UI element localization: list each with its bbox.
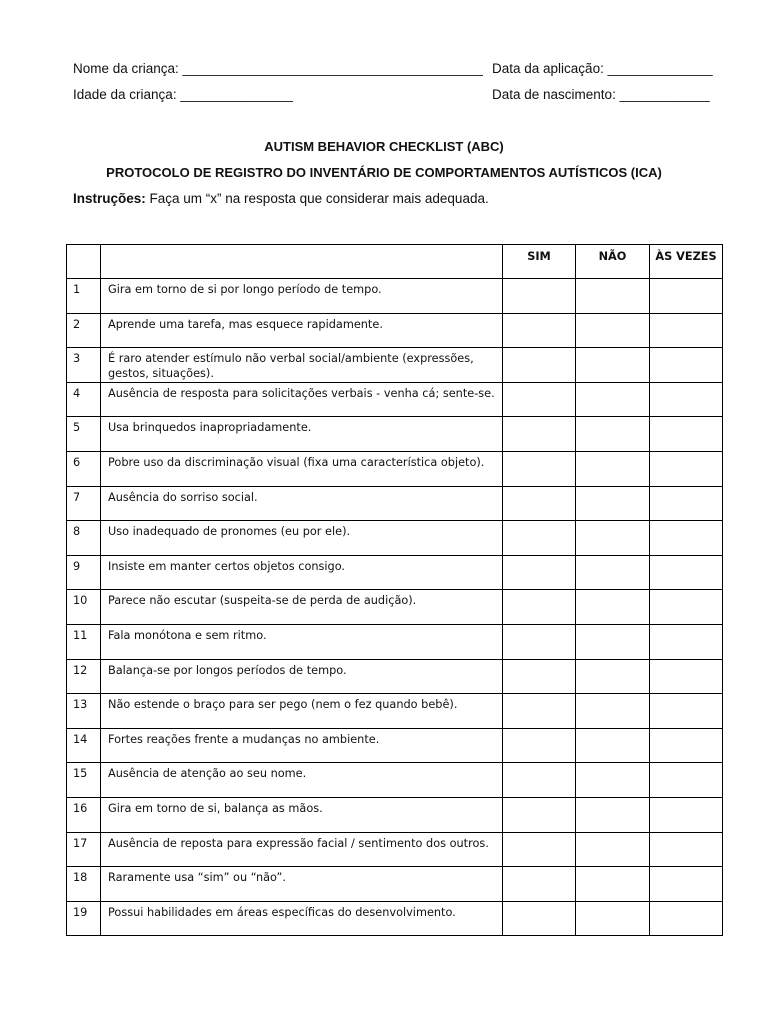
answer-box-sim[interactable] — [503, 590, 576, 625]
answer-box-sim[interactable] — [503, 382, 576, 417]
answer-box-nao[interactable] — [576, 728, 650, 763]
answer-box-sim[interactable] — [503, 832, 576, 867]
header-sim: SIM — [503, 245, 576, 279]
header-nao: NÃO — [576, 245, 650, 279]
answer-box-as-vezes[interactable] — [650, 555, 723, 590]
item-number: 12 — [67, 659, 101, 694]
answer-box-as-vezes[interactable] — [650, 728, 723, 763]
item-number: 8 — [67, 521, 101, 556]
item-number: 9 — [67, 555, 101, 590]
item-text: Usa brinquedos inapropriadamente. — [101, 417, 503, 452]
item-text: Ausência de reposta para expressão facial / sentimento dos outros. — [101, 832, 503, 867]
item-text: Parece não escutar (suspeita-se de perda de audição). — [101, 590, 503, 625]
item-number: 10 — [67, 590, 101, 625]
child-age-field[interactable]: Idade da criança: _______________ — [73, 87, 293, 102]
table-row — [67, 382, 723, 417]
table-row — [67, 901, 723, 936]
item-text: Possui habilidades em áreas específicas do desenvolvimento. — [101, 901, 503, 936]
answer-box-as-vezes[interactable] — [650, 521, 723, 556]
answer-box-sim[interactable] — [503, 694, 576, 729]
table-row — [67, 279, 723, 314]
answer-box-sim[interactable] — [503, 901, 576, 936]
table-row — [67, 555, 723, 590]
answer-box-sim[interactable] — [503, 555, 576, 590]
item-number: 11 — [67, 624, 101, 659]
table-row — [67, 763, 723, 798]
answer-box-nao[interactable] — [576, 417, 650, 452]
answer-box-as-vezes[interactable] — [650, 763, 723, 798]
answer-box-as-vezes[interactable] — [650, 313, 723, 348]
checklist-table — [66, 244, 723, 936]
answer-box-as-vezes[interactable] — [650, 624, 723, 659]
item-number: 16 — [67, 797, 101, 832]
answer-box-as-vezes[interactable] — [650, 382, 723, 417]
answer-box-as-vezes[interactable] — [650, 486, 723, 521]
answer-box-nao[interactable] — [576, 279, 650, 314]
answer-box-nao[interactable] — [576, 486, 650, 521]
item-text: Ausência do sorriso social. — [101, 486, 503, 521]
answer-box-as-vezes[interactable] — [650, 797, 723, 832]
answer-box-sim[interactable] — [503, 728, 576, 763]
item-text: Uso inadequado de pronomes (eu por ele). — [101, 521, 503, 556]
item-text: Aprende uma tarefa, mas esquece rapidamente. — [101, 313, 503, 348]
answer-box-nao[interactable] — [576, 624, 650, 659]
answer-box-as-vezes[interactable] — [650, 279, 723, 314]
table-row — [67, 486, 723, 521]
answer-box-nao[interactable] — [576, 832, 650, 867]
item-number: 17 — [67, 832, 101, 867]
answer-box-nao[interactable] — [576, 867, 650, 902]
answer-box-nao[interactable] — [576, 694, 650, 729]
item-number: 4 — [67, 382, 101, 417]
header-as-vezes: ÀS VEZES — [650, 245, 723, 279]
item-number: 3 — [67, 348, 101, 383]
answer-box-nao[interactable] — [576, 659, 650, 694]
item-number: 5 — [67, 417, 101, 452]
answer-box-sim[interactable] — [503, 486, 576, 521]
answer-box-nao[interactable] — [576, 901, 650, 936]
table-row — [67, 659, 723, 694]
answer-box-as-vezes[interactable] — [650, 417, 723, 452]
answer-box-sim[interactable] — [503, 521, 576, 556]
item-number: 13 — [67, 694, 101, 729]
answer-box-sim[interactable] — [503, 624, 576, 659]
table-row — [67, 313, 723, 348]
answer-box-as-vezes[interactable] — [650, 590, 723, 625]
item-number: 19 — [67, 901, 101, 936]
table-body — [67, 279, 723, 936]
answer-box-as-vezes[interactable] — [650, 451, 723, 486]
item-text: Gira em torno de si por longo período de tempo. — [101, 279, 503, 314]
item-number: 2 — [67, 313, 101, 348]
answer-box-as-vezes[interactable] — [650, 867, 723, 902]
answer-box-sim[interactable] — [503, 417, 576, 452]
answer-box-sim[interactable] — [503, 797, 576, 832]
answer-box-sim[interactable] — [503, 867, 576, 902]
answer-box-nao[interactable] — [576, 313, 650, 348]
answer-box-as-vezes[interactable] — [650, 901, 723, 936]
answer-box-sim[interactable] — [503, 763, 576, 798]
answer-box-sim[interactable] — [503, 313, 576, 348]
instructions — [73, 191, 489, 206]
table-row — [67, 867, 723, 902]
header-number — [67, 245, 101, 279]
answer-box-sim[interactable] — [503, 451, 576, 486]
table-header-row — [67, 245, 723, 279]
application-date-field[interactable]: Data da aplicação: ______________ — [492, 61, 713, 76]
answer-box-as-vezes[interactable] — [650, 348, 723, 383]
table-row — [67, 797, 723, 832]
table-row — [67, 694, 723, 729]
answer-box-sim[interactable] — [503, 279, 576, 314]
answer-box-nao[interactable] — [576, 451, 650, 486]
header-item — [101, 245, 503, 279]
answer-box-nao[interactable] — [576, 763, 650, 798]
table-row — [67, 417, 723, 452]
answer-box-nao[interactable] — [576, 348, 650, 383]
answer-box-as-vezes[interactable] — [650, 832, 723, 867]
item-text: Fortes reações frente a mudanças no ambiente. — [101, 728, 503, 763]
table-row — [67, 624, 723, 659]
answer-box-as-vezes[interactable] — [650, 659, 723, 694]
child-name-field[interactable]: Nome da criança: ________________________________________ — [73, 61, 483, 76]
answer-box-sim[interactable] — [503, 659, 576, 694]
item-number: 14 — [67, 728, 101, 763]
answer-box-nao[interactable] — [576, 555, 650, 590]
table-row — [67, 728, 723, 763]
answer-box-nao[interactable] — [576, 797, 650, 832]
item-number: 18 — [67, 867, 101, 902]
item-number: 7 — [67, 486, 101, 521]
answer-box-nao[interactable] — [576, 590, 650, 625]
birth-date-field[interactable]: Data de nascimento: ____________ — [492, 87, 710, 102]
item-text: Insiste em manter certos objetos consigo. — [101, 555, 503, 590]
answer-box-as-vezes[interactable] — [650, 694, 723, 729]
table-row — [67, 521, 723, 556]
document-subtitle: PROTOCOLO DE REGISTRO DO INVENTÁRIO DE COMPORTAMENTOS AUTÍSTICOS (ICA) — [106, 165, 662, 180]
item-text: Ausência de resposta para solicitações verbais - venha cá; sente-se. — [101, 382, 503, 417]
item-text: Raramente usa “sim” ou “não”. — [101, 867, 503, 902]
item-number: 15 — [67, 763, 101, 798]
table-row — [67, 451, 723, 486]
item-number: 1 — [67, 279, 101, 314]
item-number: 6 — [67, 451, 101, 486]
instructions-text: Faça um “x” na resposta que considerar mais adequada. — [145, 191, 489, 206]
table-row — [67, 348, 723, 383]
item-text: Pobre uso da discriminação visual (fixa uma característica objeto). — [101, 451, 503, 486]
instructions-label: Instruções: — [73, 191, 146, 206]
document-title: AUTISM BEHAVIOR CHECKLIST (ABC) — [264, 139, 504, 154]
answer-box-nao[interactable] — [576, 382, 650, 417]
answer-box-sim[interactable] — [503, 348, 576, 383]
answer-box-nao[interactable] — [576, 521, 650, 556]
item-text: Não estende o braço para ser pego (nem o fez quando bebê). — [101, 694, 503, 729]
table-row — [67, 590, 723, 625]
item-text: Ausência de atenção ao seu nome. — [101, 763, 503, 798]
item-text: Balança-se por longos períodos de tempo. — [101, 659, 503, 694]
table-row — [67, 832, 723, 867]
item-text: É raro atender estímulo não verbal social/ambiente (expressões, gestos, situações). — [101, 348, 503, 383]
item-text: Fala monótona e sem ritmo. — [101, 624, 503, 659]
item-text: Gira em torno de si, balança as mãos. — [101, 797, 503, 832]
